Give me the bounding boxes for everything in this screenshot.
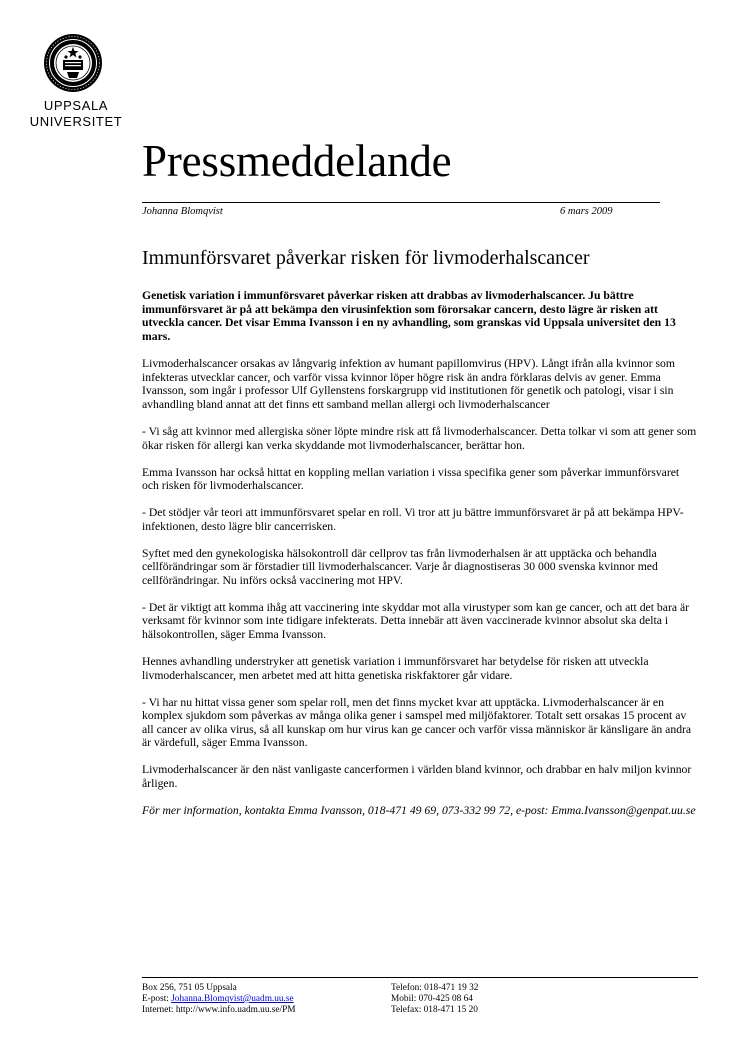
lead-paragraph: Genetisk variation i immunförsvaret påverkar risken att drabbas av livmoderhalscancer. Ju bättre immunförsvaret är på att bekämpa den virusinfektion som förorsakar cancern, desto lägre är risken att utveckla cancer. Det visar Emma Ivansson i en ny avhandling, som granskas vid Uppsala universitet den 13 mars. [142,289,676,343]
byline [142,205,660,219]
article-body [142,289,697,831]
body-paragraph: Hennes avhandling understryker att genetisk variation i immunförsvaret har betydelse för risken att utveckla livmoderhalscancer, men arbetet med att hitta genetiska riskfaktorer går vidare. [142,655,649,682]
body-paragraph: Livmoderhalscancer orsakas av långvarig infektion av humant papillomvirus (HPV). Långt ifrån alla kvinnor som infekteras utvecklar cancer, och varför vissa kvinnor löper högre risk än andra förklaras delvis av gener. Emma Ivansson, som ingår i professor Ulf Gyllenstens forskargrupp vid institutionen för genetik och patologi, visar i sin avhandling bland annat att det finns ett samband mellan allergi och livmoderhalscancer [142,357,675,411]
body-paragraph: - Det är viktigt att komma ihåg att vaccinering inte skyddar mot alla virustyper som kan ge cancer, och att det bara är verksamt för kvinnor som inte tidigare infekterats. Detta innebär att även vaccinerade kvinnor absolut ska delta i hälsokontrollen, säger Emma Ivansson. [142,600,690,642]
document-title: Pressmeddelande [142,136,452,186]
mobile-number: Mobil: 070-425 08 64 [391,994,473,1004]
contact-info: För mer information, kontakta Emma Ivansson, 018-471 49 69, 073-332 99 72, e-post: Emma.Ivansson@genpat.uu.se [142,803,696,817]
university-name-line2: UNIVERSITET [29,114,123,129]
article-headline: Immunförsvaret påverkar risken för livmoderhalscancer [142,247,590,269]
email-line [142,994,296,1005]
university-seal-icon [43,33,103,93]
footer-divider [142,977,698,978]
fax-number: Telefax: 018-471 15 20 [391,1005,478,1015]
email-label: E-post: [142,994,172,1004]
telephone-number: Telefon: 018-471 19 32 [391,983,479,993]
author-name: Johanna Blomqvist [142,206,223,217]
email-link[interactable]: Johanna.Blomqvist@uadm.uu.se [171,994,294,1004]
university-name-line1: UPPSALA [43,98,109,113]
internet-address: Internet: http://www.info.uadm.uu.se/PM [142,1005,296,1015]
body-paragraph: Livmoderhalscancer är den näst vanligaste cancerformen i världen bland kvinnor, och drabbar en halv miljon kvinnor årligen. [142,763,692,790]
body-paragraph: Syftet med den gynekologiska hälsokontroll där cellprov tas från livmoderhalsen är att upptäcka och behandla cellförändringar som är förstadier till livmoderhalscancer. Varje år diagnostiseras 30 000 svenska kvinnor med cellförändringar. Nu införs också vaccinering mot HPV. [142,546,658,587]
body-paragraph: - Vi såg att kvinnor med allergiska söner löpte mindre risk att få livmoderhalscancer. Detta tolkar vi som att gener som ökar risken för allergi kan verka skyddande mot livmoderhalscancer, berättar hon. [142,424,697,452]
footer-address-block [142,983,296,1016]
publish-date: 6 mars 2009 [560,206,613,217]
body-paragraph: - Det stödjer vår teori att immunförsvaret spelar en roll. Vi tror att ju bättre immunförsvaret är på att bekämpa HPV-infektionen, desto lägre blir cancerrisken. [142,506,684,533]
body-paragraph: Emma Ivansson har också hittat en koppling mellan variation i vissa specifika gener som påverkar immunförsvaret och risken för livmoderhalscancer. [142,465,680,493]
university-name [0,98,152,130]
body-paragraph: - Vi har nu hittat vissa gener som spelar roll, men det finns mycket kvar att upptäcka. Livmoderhalscancer är en komplex sjukdom som påverkas av många olika gener i samspel med miljöfaktorer. Totalt sett orsakas 15 procent av all cancer av olika virus, så all kunskap om hur virus kan ge cancer och varför vissa människor är känsligare än andra är värdefull, säger Emma Ivansson. [142,695,692,750]
postal-address: Box 256, 751 05 Uppsala [142,983,237,993]
header-divider [142,202,660,203]
footer-phone-block [391,983,478,1016]
